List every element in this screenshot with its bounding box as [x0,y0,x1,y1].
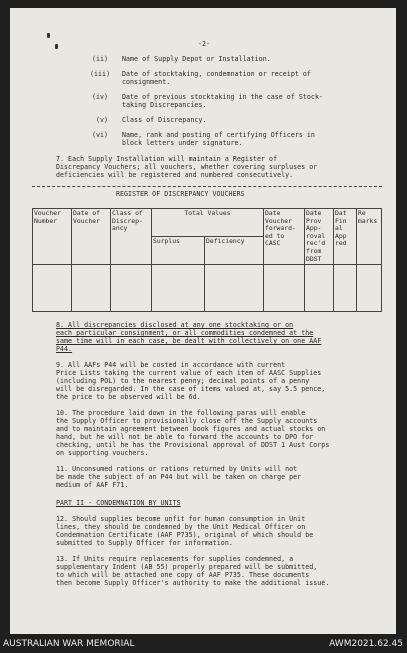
table-cell [152,265,205,312]
table-cell [357,265,382,312]
col-voucher-number: Voucher Number [33,209,72,265]
table-cell [205,265,264,312]
sub-item-text: Name of Supply Depot or Installation. [122,55,271,63]
para-10-line: on supporting vouchers. [56,449,149,457]
part-heading: PART II - CONDEMNATION BY UNITS [56,499,181,507]
para-12-line: 12. Should supplies become unfit for human consumption in Unit [56,515,306,523]
col-date-of-voucher: Date of Voucher [72,209,111,265]
register-title: REGISTER OF DISCREPANCY VOUCHERS [116,190,245,198]
para-10-line: the Supply Officer to provisionally close off the Supply accounts [56,417,318,425]
para-11-line: medium of AAF F71. [56,481,129,489]
punch-hole [47,33,50,38]
register-table [32,208,382,312]
para-11-line: 11. Unconsumed rations or rations returned by Units will not [56,465,298,473]
para-8-line: 8. All discrepancies disclosed at any one stocktaking or on [56,321,294,329]
col-approval: Date Prov App-roval rec'd from DDST [305,209,334,265]
para-13-line: then become Supply Officer's authority to make the additional issue. [56,579,330,587]
para-10-line: hand, but he will not be able to forward the accounts to DPO for [56,433,314,441]
para-11-line: be made the subject of an P44 but will be taken on charge per [56,473,302,481]
para-13-line: 13. If Units require replacements for supplies condemned, a [56,555,294,563]
sub-item-number: (ii) [92,55,109,63]
col-class: Class of Discrep-ancy [111,209,152,265]
para-8-line: same time will in each case, be dealt with collectively on one AAF [56,337,322,345]
table-cell [305,265,334,312]
footer-item-id: AWM2021.62.45 [329,639,403,649]
register-top-rule [32,186,382,187]
sub-item-number: (vi) [92,131,109,139]
archive-footer [0,636,407,653]
para-9-line: (including POL) to the nearest penny; decimal points of a penny [56,377,310,385]
table-cell [264,265,305,312]
sub-item-number: (iii) [90,70,111,78]
table-cell [72,265,111,312]
sub-item-text: taking Discrepancies. [122,101,207,109]
document-page [10,8,396,634]
col-surplus: Surplus [152,237,205,265]
para-8-line: each particular consignment, or all commodities condemned at the [56,329,314,337]
sub-item-number: (iv) [92,93,109,101]
para-7-line: deficiencies will be registered and numbered consecutively. [56,171,294,179]
footer-source: AUSTRALIAN WAR MEMORIAL [3,639,135,649]
punch-hole [55,44,58,49]
para-13-line: to which will be attached one copy of AAF P735. These documents [56,571,310,579]
para-10-line: 10. The procedure laid down in the following paras will enable [56,409,306,417]
para-9-line: will be disregarded. In the case of items valued at, say 5.5 pence, [56,385,326,393]
para-12-line: lines, they should be condemned by the Unit Medical Officer on [56,523,306,531]
para-12-line: Condemnation Certificate (AAF P735), original of which should be [56,531,314,539]
table-cell [111,265,152,312]
sub-item-text: Name, rank and posting of certifying Officers in [122,131,315,139]
table-row [33,265,382,312]
sub-item-text: Class of Discrepancy. [122,116,207,124]
col-remarks: Re marks [357,209,382,265]
para-9-line: 9. All AAFs P44 will be costed in accordance with current [56,361,286,369]
col-total-values: Total Values [152,209,264,237]
sub-item-text: Date of stocktaking, condemnation or receipt of [122,70,311,78]
col-forwarded: Date Voucher forward-ed to CASC [264,209,305,265]
sub-item-text: Date of previous stocktaking in the case of Stock- [122,93,323,101]
page-number: -2- [198,40,211,48]
para-9-line: the price to be observed will be 6d. [56,393,201,401]
table-cell [334,265,357,312]
sub-item-text: consignment. [122,78,171,86]
para-13-line: supplementary Indent (AB 55) properly prepared will be submitted, [56,563,318,571]
para-8-line: P44. [56,345,73,353]
para-7-line: Discrepancy Vouchers; all vouchers, whether covering surpluses or [56,163,318,171]
para-10-line: checking, until he has the Provisional approval of DDST 1 Aust Corps [56,441,330,449]
col-deficiency: Deficiency [205,237,264,265]
para-7-line: 7. Each Supply Installation will maintain a Register of [56,155,278,163]
para-9-line: Price Lists taking the current value of each item of AASC Supplies [56,369,322,377]
sub-item-number: (v) [96,116,109,124]
para-12-line: submitted to Supply Officer for information. [56,539,233,547]
table-cell [33,265,72,312]
col-final: Dat Fin al App red [334,209,357,265]
para-10-line: and to maintain agreement between book figures and actual stocks on [56,425,326,433]
sub-item-text: block letters under signature. [122,139,243,147]
